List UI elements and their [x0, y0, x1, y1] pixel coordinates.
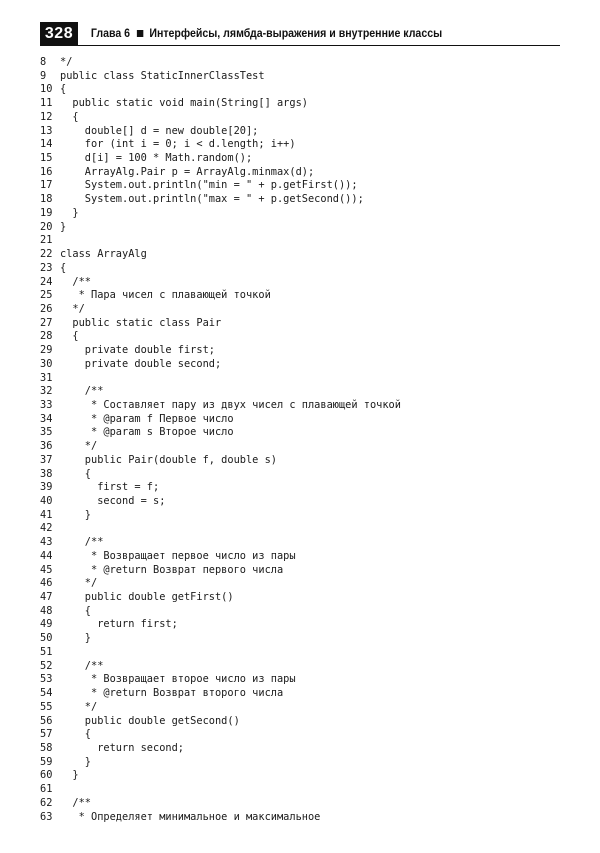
- code-text: * Определяет минимальное и максимальное: [60, 810, 321, 823]
- code-line: [40, 673, 401, 687]
- line-number: 61: [40, 783, 53, 796]
- line-number: 11: [40, 97, 53, 110]
- code-line: [40, 70, 401, 84]
- code-line: [40, 577, 401, 591]
- line-number: 41: [40, 508, 53, 521]
- code-line: [40, 756, 401, 770]
- line-number: 21: [40, 234, 53, 247]
- line-number: 31: [40, 371, 53, 384]
- line-number: 58: [40, 741, 53, 754]
- code-line: [40, 728, 401, 742]
- line-number: 33: [40, 398, 53, 411]
- code-listing: [40, 56, 401, 824]
- line-number: 9: [40, 69, 47, 82]
- code-line: [40, 372, 401, 386]
- line-number: 26: [40, 302, 53, 315]
- code-text: class ArrayAlg: [60, 248, 147, 261]
- running-head: [78, 22, 442, 45]
- line-number: 63: [40, 810, 53, 823]
- line-number: 27: [40, 316, 53, 329]
- code-line: [40, 56, 401, 70]
- code-line: [40, 193, 401, 207]
- code-line: [40, 701, 401, 715]
- code-line: [40, 330, 401, 344]
- code-text: public double getSecond(): [60, 714, 240, 727]
- code-line: [40, 166, 401, 180]
- code-line: [40, 152, 401, 166]
- code-line: [40, 783, 401, 797]
- code-line: [40, 303, 401, 317]
- code-text: * @return Возврат первого числа: [60, 563, 284, 576]
- line-number: 53: [40, 673, 53, 686]
- code-line: [40, 344, 401, 358]
- code-line: [40, 221, 401, 235]
- code-line: [40, 248, 401, 262]
- code-line: [40, 715, 401, 729]
- line-number: 44: [40, 549, 53, 562]
- line-number: 48: [40, 604, 53, 617]
- line-number: 18: [40, 193, 53, 206]
- code-line: [40, 207, 401, 221]
- line-number: 35: [40, 426, 53, 439]
- code-text: return first;: [60, 618, 178, 631]
- code-text: public Pair(double f, double s): [60, 453, 277, 466]
- code-line: [40, 385, 401, 399]
- code-line: [40, 413, 401, 427]
- code-text: */: [60, 700, 98, 713]
- code-text: * Пара чисел с плавающей точкой: [60, 289, 271, 302]
- code-line: [40, 550, 401, 564]
- code-text: public static class Pair: [60, 316, 222, 329]
- code-text: for (int i = 0; i < d.length; i++): [60, 138, 296, 151]
- code-text: * Возвращает первое число из пары: [60, 549, 296, 562]
- code-line: [40, 454, 401, 468]
- line-number: 10: [40, 83, 53, 96]
- code-text: * @param s Второе число: [60, 426, 234, 439]
- code-text: */: [60, 440, 98, 453]
- line-number: 28: [40, 330, 53, 343]
- chapter-title: Интерфейсы, лямбда-выражения и внутренние классы: [149, 27, 443, 40]
- line-number: 57: [40, 728, 53, 741]
- code-line: [40, 646, 401, 660]
- code-text: /**: [60, 385, 104, 398]
- line-number: 51: [40, 645, 53, 658]
- line-number: 36: [40, 440, 53, 453]
- code-text: {: [60, 467, 91, 480]
- code-line: [40, 125, 401, 139]
- line-number: 60: [40, 769, 53, 782]
- line-number: 13: [40, 124, 53, 137]
- code-text: }: [60, 220, 67, 233]
- line-number: 29: [40, 344, 53, 357]
- code-line: [40, 468, 401, 482]
- line-number: 52: [40, 659, 53, 672]
- code-line: [40, 358, 401, 372]
- code-text: second = s;: [60, 495, 166, 507]
- line-number: 20: [40, 220, 53, 233]
- code-text: }: [60, 769, 79, 782]
- line-number: 49: [40, 618, 53, 631]
- code-text: }: [60, 755, 91, 768]
- line-number: 54: [40, 687, 53, 700]
- code-text: }: [60, 206, 79, 219]
- code-line: [40, 509, 401, 523]
- code-text: d[i] = 100 * Math.random();: [60, 152, 253, 165]
- code-text: */: [60, 302, 85, 315]
- code-line: [40, 522, 401, 536]
- code-line: [40, 618, 401, 632]
- code-line: [40, 289, 401, 303]
- line-number: 34: [40, 412, 53, 425]
- code-line: [40, 660, 401, 674]
- code-text: double[] d = new double[20];: [60, 124, 259, 137]
- line-number: 37: [40, 453, 53, 466]
- code-line: [40, 234, 401, 248]
- code-line: [40, 495, 401, 509]
- code-text: /**: [60, 536, 104, 549]
- line-number: 43: [40, 536, 53, 549]
- code-text: public class StaticInnerClassTest: [60, 69, 265, 82]
- line-number: 24: [40, 275, 53, 288]
- code-text: * Возвращает второе число из пары: [60, 673, 296, 686]
- code-line: [40, 536, 401, 550]
- code-line: [40, 769, 401, 783]
- line-number: 47: [40, 591, 53, 604]
- line-number: 12: [40, 110, 53, 123]
- code-text: public static void main(String[] args): [60, 97, 308, 110]
- line-number: 42: [40, 522, 53, 535]
- code-text: /**: [60, 796, 91, 809]
- code-text: /**: [60, 275, 91, 288]
- code-text: {: [60, 728, 91, 741]
- line-number: 8: [40, 56, 47, 68]
- code-text: }: [60, 508, 91, 521]
- line-number: 39: [40, 481, 53, 494]
- code-line: [40, 83, 401, 97]
- code-text: private double first;: [60, 344, 215, 357]
- code-text: first = f;: [60, 481, 160, 494]
- line-number: 56: [40, 714, 53, 727]
- code-text: return second;: [60, 741, 184, 754]
- code-text: {: [60, 83, 67, 96]
- code-text: {: [60, 604, 91, 617]
- line-number: 38: [40, 467, 53, 480]
- code-line: [40, 742, 401, 756]
- code-text: * Составляет пару из двух чисел с плавающей точкой: [60, 398, 401, 411]
- code-line: [40, 591, 401, 605]
- line-number: 15: [40, 152, 53, 165]
- code-line: [40, 564, 401, 578]
- square-bullet-icon: [136, 30, 142, 37]
- code-text: * @param f Первое число: [60, 412, 234, 425]
- line-number: 22: [40, 248, 53, 261]
- code-text: private double second;: [60, 357, 222, 370]
- line-number: 14: [40, 138, 53, 151]
- code-line: [40, 317, 401, 331]
- line-number: 46: [40, 577, 53, 590]
- line-number: 50: [40, 632, 53, 645]
- code-line: [40, 262, 401, 276]
- code-text: ArrayAlg.Pair p = ArrayAlg.minmax(d);: [60, 165, 315, 178]
- code-text: System.out.println("max = " + p.getSecond());: [60, 193, 364, 206]
- code-line: [40, 811, 401, 825]
- code-text: public double getFirst(): [60, 591, 234, 604]
- line-number: 40: [40, 495, 53, 507]
- chapter-label: Глава 6: [90, 27, 131, 40]
- code-line: [40, 111, 401, 125]
- code-line: [40, 426, 401, 440]
- code-text: }: [60, 632, 91, 645]
- page-header: [40, 22, 560, 46]
- code-text: * @return Возврат второго числа: [60, 687, 284, 700]
- code-line: [40, 481, 401, 495]
- line-number: 17: [40, 179, 53, 192]
- line-number: 59: [40, 755, 53, 768]
- line-number: 23: [40, 261, 53, 274]
- code-line: [40, 687, 401, 701]
- code-line: [40, 179, 401, 193]
- code-text: {: [60, 330, 79, 343]
- code-line: [40, 797, 401, 811]
- code-text: */: [60, 577, 98, 590]
- line-number: 16: [40, 165, 53, 178]
- code-line: [40, 97, 401, 111]
- line-number: 55: [40, 700, 53, 713]
- line-number: 32: [40, 385, 53, 398]
- line-number: 25: [40, 289, 53, 302]
- code-text: {: [60, 110, 79, 123]
- line-number: 30: [40, 357, 53, 370]
- line-number: 19: [40, 206, 53, 219]
- code-text: {: [60, 261, 67, 274]
- code-line: [40, 138, 401, 152]
- page-number: 328: [40, 22, 78, 45]
- code-text: */: [60, 56, 73, 68]
- code-line: [40, 632, 401, 646]
- code-line: [40, 605, 401, 619]
- code-line: [40, 440, 401, 454]
- code-text: System.out.println("min = " + p.getFirst());: [60, 179, 358, 192]
- code-text: /**: [60, 659, 104, 672]
- line-number: 62: [40, 796, 53, 809]
- code-line: [40, 399, 401, 413]
- code-line: [40, 276, 401, 290]
- line-number: 45: [40, 563, 53, 576]
